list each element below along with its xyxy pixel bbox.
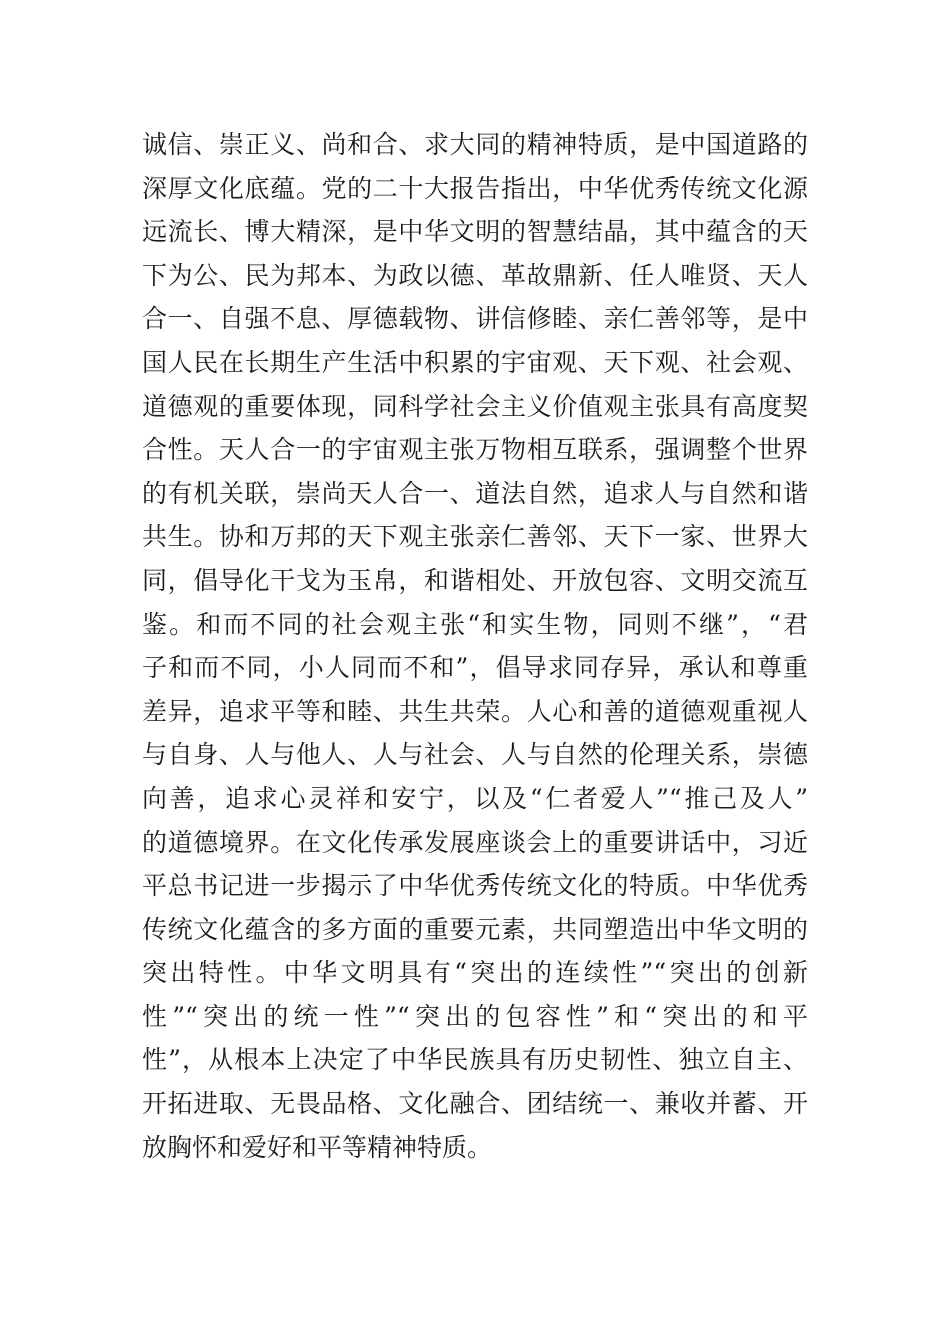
text-line: 的有机关联，崇尚天人合一、道法自然，追求人与自然和谐: [142, 478, 808, 508]
text-line: 深厚文化底蕴。党的二十大报告指出，中华优秀传统文化源: [142, 173, 808, 203]
text-line: 子和而不同，小人同而不和”，倡导求同存异，承认和尊重: [142, 653, 808, 683]
text-line: 平总书记进一步揭示了中华优秀传统文化的特质。中华优秀: [142, 871, 808, 901]
text-line: 合性。天人合一的宇宙观主张万物相互联系，强调整个世界: [142, 435, 808, 465]
text-line: 传统文化蕴含的多方面的重要元素，共同塑造出中华文明的: [142, 914, 808, 944]
text-line: 共生。协和万邦的天下观主张亲仁善邻、天下一家、世界大: [142, 522, 808, 552]
text-line: 远流长、博大精深，是中华文明的智慧结晶，其中蕴含的天: [142, 217, 808, 247]
text-line: 道德观的重要体现，同科学社会主义价值观主张具有高度契: [142, 391, 808, 421]
body-paragraph: [142, 123, 808, 1169]
text-line: 国人民在长期生产生活中积累的宇宙观、天下观、社会观、: [142, 347, 808, 377]
text-line: 的道德境界。在文化传承发展座谈会上的重要讲话中，习近: [142, 827, 808, 857]
text-line: 突出特性。中华文明具有“突出的连续性”“突出的创新: [142, 958, 808, 988]
text-line: 合一、自强不息、厚德载物、讲信修睦、亲仁善邻等，是中: [142, 304, 808, 334]
text-line: 差异，追求平等和睦、共生共荣。人心和善的道德观重视人: [142, 696, 808, 726]
text-line: 性”，从根本上决定了中华民族具有历史韧性、独立自主、: [142, 1045, 808, 1075]
text-line-last: 放胸怀和爱好和平等精神特质。: [142, 1132, 493, 1162]
text-line: 性”“突出的统一性”“突出的包容性”和“突出的和平: [142, 1001, 808, 1031]
text-line: 与自身、人与他人、人与社会、人与自然的伦理关系，崇德: [142, 740, 808, 770]
text-line: 诚信、崇正义、尚和合、求大同的精神特质，是中国道路的: [142, 130, 808, 159]
text-line: 下为公、民为邦本、为政以德、革故鼎新、任人唯贤、天人: [142, 260, 808, 290]
text-line: 同，倡导化干戈为玉帛，和谐相处、开放包容、文明交流互: [142, 565, 808, 595]
text-line: 鉴。和而不同的社会观主张“和实生物，同则不继”，“君: [142, 609, 808, 639]
text-line: 开拓进取、无畏品格、文化融合、团结统一、兼收并蓄、开: [142, 1089, 808, 1119]
text-line: 向善，追求心灵祥和安宁，以及“仁者爱人”“推己及人”: [142, 783, 808, 813]
